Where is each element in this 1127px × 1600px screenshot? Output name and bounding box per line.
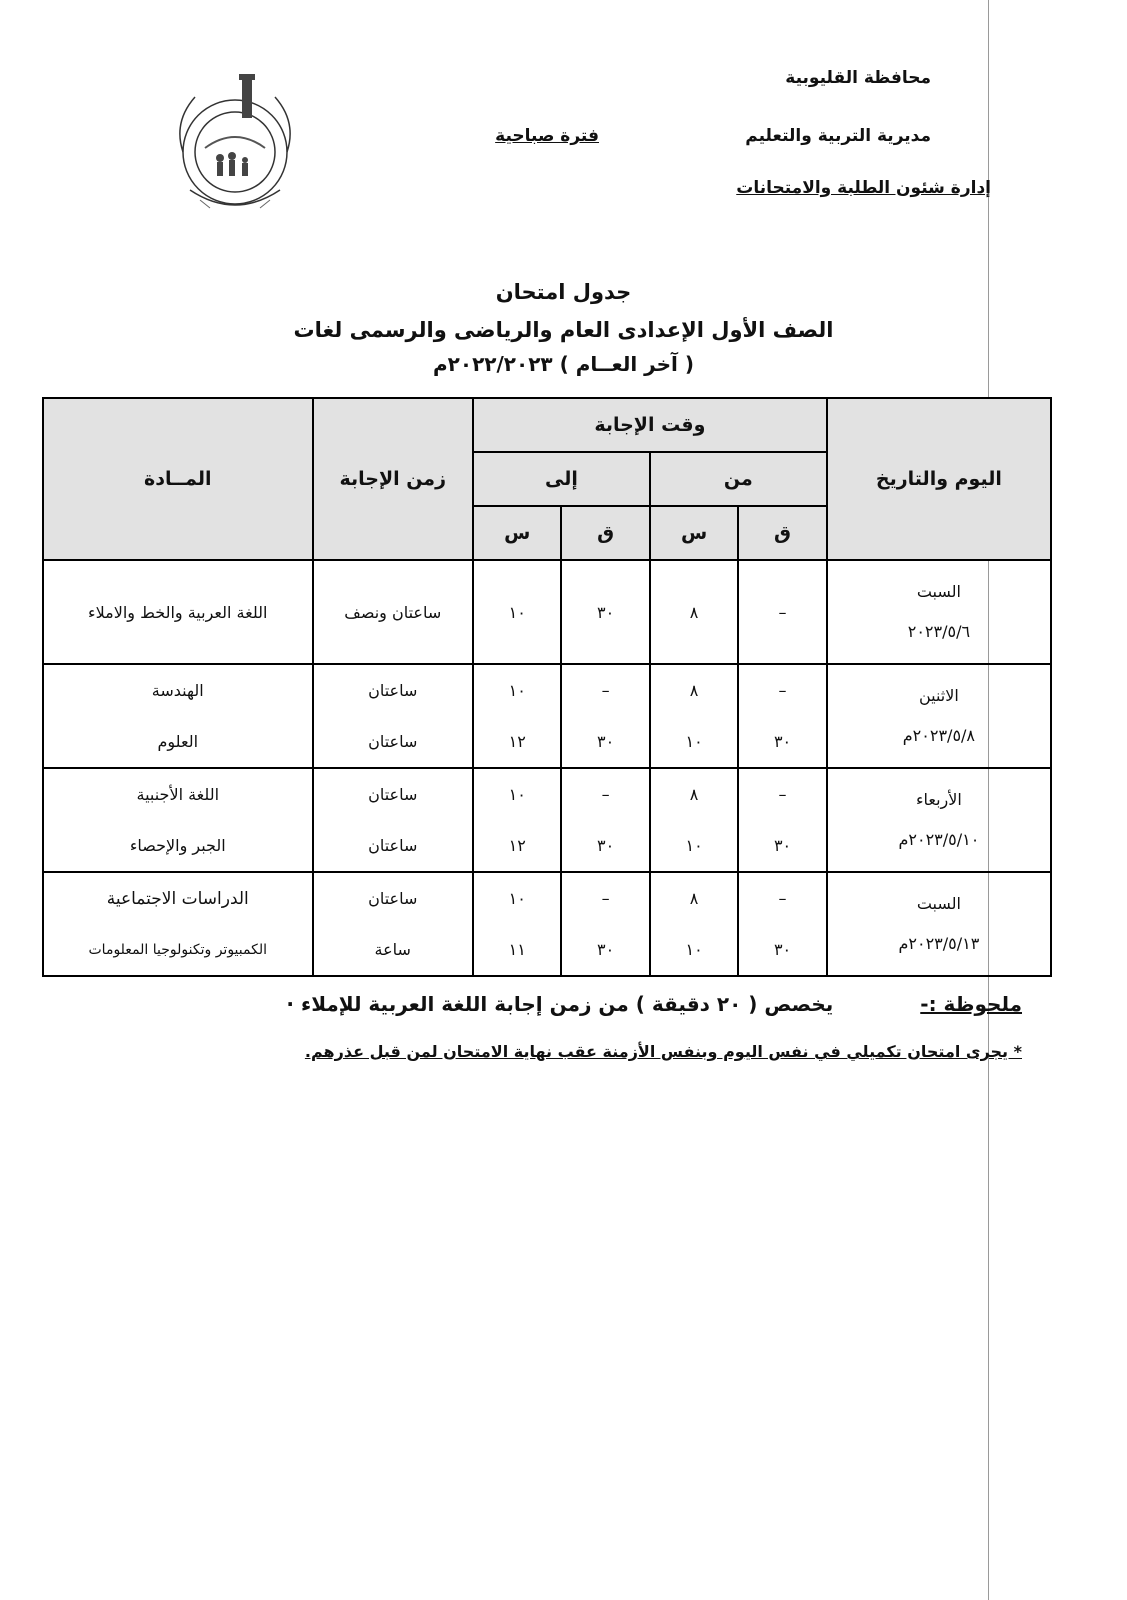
subject: العلوم (157, 731, 199, 751)
header-from-minute: ق (738, 506, 826, 560)
from-minute: – (738, 560, 826, 664)
to-hour: ١٢ (508, 835, 526, 855)
from-hour-cell (650, 768, 738, 872)
to-hour: ١١ (508, 939, 526, 959)
header-from: من (650, 452, 827, 506)
note-supplementary-exam: * يجرى امتحان تكميلي في نفس اليوم وبنفس الأزمنة عقب نهاية الامتحان لمن قبل عذرهم. (304, 1042, 1022, 1061)
note-text: يخصص ( ٢٠ دقيقة ) من زمن إجابة اللغة العربية للإملاء · (286, 992, 834, 1016)
header-answer-time: وقت الإجابة (473, 398, 827, 452)
from-hour-cell (650, 872, 738, 976)
note (92, 992, 1022, 1016)
subject: الكمبيوتر وتكنولوجيا المعلومات (88, 941, 267, 958)
academic-year: ( آخر العــام ) ٢٠٢٢/٢٠٢٣م (433, 352, 694, 376)
from-minute-cell (738, 872, 826, 976)
to-minute: ٣٠ (597, 939, 615, 959)
subject: الدراسات الاجتماعية (106, 888, 249, 909)
day-date-cell (827, 872, 1051, 976)
from-hour-cell (650, 664, 738, 768)
table-row (43, 768, 1051, 872)
day-name: السبت (916, 582, 961, 601)
header-from-hour: س (650, 506, 738, 560)
from-minute-cell (738, 768, 826, 872)
to-minute-cell (561, 872, 649, 976)
from-minute: – (778, 680, 787, 700)
table-row (43, 664, 1051, 768)
table-row (43, 872, 1051, 976)
to-minute: – (601, 680, 610, 700)
duration: ساعتان ونصف (313, 560, 473, 664)
to-hour: ١٠ (508, 784, 526, 804)
directorate-emblem-icon (150, 70, 320, 220)
header-to: إلى (473, 452, 650, 506)
duration: ساعتان (368, 680, 418, 700)
to-hour: ١٠ (508, 680, 526, 700)
duration-cell (313, 872, 473, 976)
from-hour: ٨ (689, 888, 699, 908)
from-minute: ٣٠ (773, 731, 792, 751)
from-hour: ٨ (689, 784, 699, 804)
day-name: الاثنين (918, 686, 959, 705)
to-minute: – (601, 888, 610, 908)
day-name: الأربعاء (915, 790, 962, 809)
duration-cell (313, 664, 473, 768)
subject-cell (43, 664, 313, 768)
to-hour: ١٠ (508, 888, 526, 908)
document-subtitle: الصف الأول الإعدادى العام والرياضى والرسمى لغات (293, 318, 834, 342)
to-hour-cell (473, 768, 561, 872)
from-hour: ٨ (650, 560, 738, 664)
from-hour: ١٠ (685, 939, 703, 959)
to-hour: ١٢ (508, 731, 526, 751)
exam-date: ٢٠٢٣/٥/٨م (902, 726, 976, 745)
header-to-minute: ق (561, 506, 649, 560)
from-hour: ١٠ (685, 731, 703, 751)
subject: الجبر والإحصاء (129, 835, 226, 855)
document-title: جدول امتحان (495, 280, 632, 304)
to-minute-cell (561, 664, 649, 768)
duration: ساعة (374, 939, 411, 959)
from-hour: ٨ (689, 680, 699, 700)
table-row (43, 560, 1051, 664)
to-minute: ٣٠ (561, 560, 649, 664)
day-date-cell (827, 664, 1051, 768)
from-minute: ٣٠ (773, 939, 792, 959)
from-minute-cell (738, 664, 826, 768)
subject-cell (43, 872, 313, 976)
day-name: السبت (916, 894, 961, 913)
exam-period: فترة صباحية (495, 126, 599, 146)
duration: ساعتان (368, 835, 418, 855)
exam-date: ٢٠٢٣/٥/١٠م (898, 830, 980, 849)
from-hour: ١٠ (685, 835, 703, 855)
exam-schedule-table (42, 397, 1052, 977)
department-name: إدارة شئون الطلبة والامتحانات (736, 178, 991, 198)
subject: اللغة العربية والخط والاملاء (43, 560, 313, 664)
header-duration: زمن الإجابة (313, 398, 473, 560)
day-date-cell (827, 560, 1051, 664)
header-day-date: اليوم والتاريخ (827, 398, 1051, 560)
to-hour-cell (473, 872, 561, 976)
to-hour-cell (473, 664, 561, 768)
exam-date: ٢٠٢٣/٥/١٣م (898, 934, 980, 953)
to-minute: ٣٠ (597, 835, 615, 855)
from-minute: ٣٠ (773, 835, 792, 855)
header-to-hour: س (473, 506, 561, 560)
from-minute: – (778, 888, 787, 908)
governorate-name: محافظة القليوبية (785, 68, 931, 88)
to-hour: ١٠ (473, 560, 561, 664)
subject-cell (43, 768, 313, 872)
exam-date: ٢٠٢٣/٥/٦ (907, 622, 971, 641)
header-subject: المــادة (43, 398, 313, 560)
to-minute-cell (561, 768, 649, 872)
directorate-name: مديرية التربية والتعليم (745, 126, 931, 146)
duration: ساعتان (368, 888, 418, 908)
subject: اللغة الأجنبية (136, 784, 220, 804)
to-minute: – (601, 784, 610, 804)
day-date-cell (827, 768, 1051, 872)
subject: الهندسة (151, 680, 204, 700)
duration: ساعتان (368, 731, 418, 751)
duration-cell (313, 768, 473, 872)
note-label: ملحوظة :- (920, 992, 1022, 1016)
duration: ساعتان (368, 784, 418, 804)
to-minute: ٣٠ (597, 731, 615, 751)
from-minute: – (778, 784, 787, 804)
